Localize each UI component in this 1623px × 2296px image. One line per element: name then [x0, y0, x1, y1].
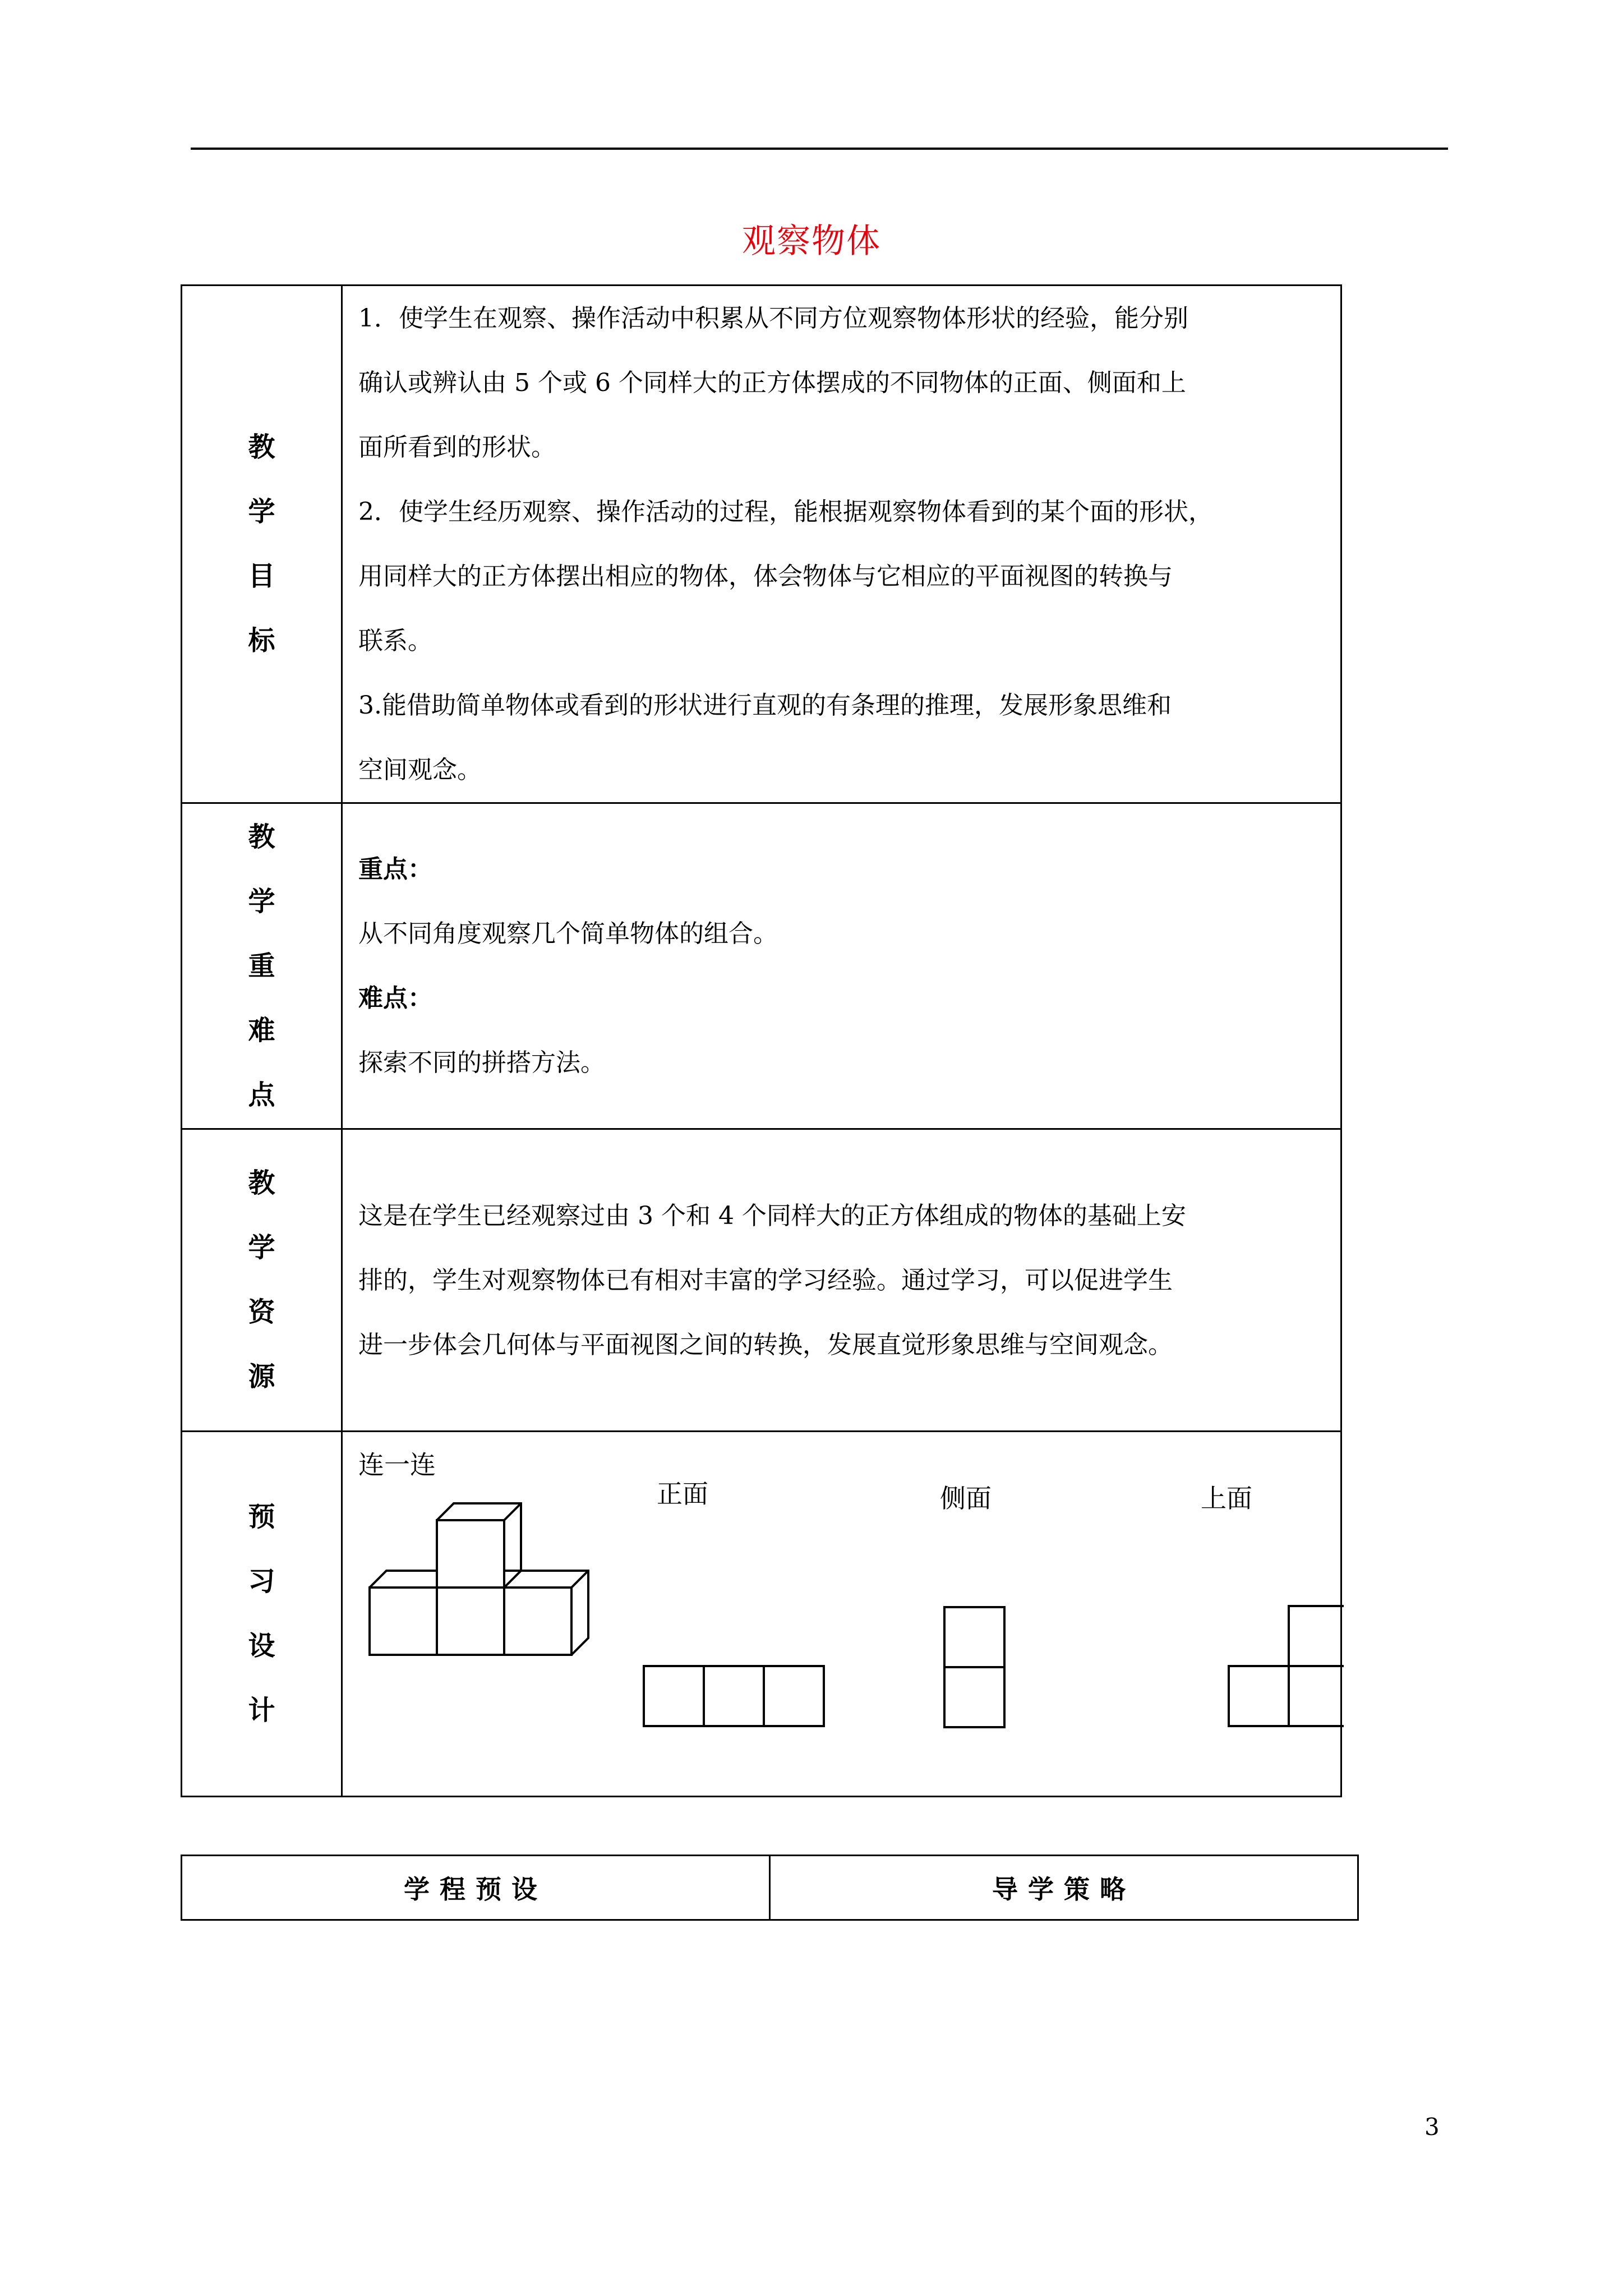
side-view-drawing: [944, 1607, 1004, 1727]
matching-instruction: 连一连: [358, 1450, 436, 1480]
page-title: 观察物体: [742, 222, 881, 261]
objective-line: 3.能借助简单物体或看到的形状进行直观的有条理的推理，发展形象思维和: [358, 691, 1172, 720]
guidance-strategy-header: 导学策略: [770, 1856, 1358, 1920]
key-points-label: 教 学 重 难 点: [182, 803, 342, 1129]
preview-row: [182, 1432, 1341, 1797]
resources-row: [182, 1129, 1341, 1432]
objective-line: 联系。: [358, 627, 432, 655]
objectives-row: [182, 286, 1341, 803]
objective-line: 空间观念。: [358, 756, 482, 784]
key-points-row: [182, 803, 1341, 1129]
page-number: 3: [1424, 2113, 1440, 2141]
objective-line: 1．使学生在观察、操作活动中积累从不同方位观察物体形状的经验，能分别: [358, 304, 1188, 333]
objective-line: 用同样大的正方体摆出相应的物体，体会物体与它相应的平面视图的转换与: [358, 562, 1173, 591]
learning-process-header: 学程预设: [182, 1856, 770, 1920]
difficult-heading: 难点：: [358, 984, 432, 1013]
lesson-plan-table: [181, 284, 1342, 1797]
resource-line: 进一步体会几何体与平面视图之间的转换，发展直觉形象思维与空间观念。: [358, 1330, 1173, 1359]
objective-line: 2．使学生经历观察、操作活动的过程，能根据观察物体看到的某个面的形状，: [358, 498, 1213, 526]
key-text: 从不同角度观察几个简单物体的组合。: [358, 919, 778, 948]
header-rule: [191, 148, 1448, 150]
difficult-text: 探索不同的拼搭方法。: [358, 1048, 605, 1077]
preview-content: [342, 1432, 1341, 1797]
resources-label: 教 学 资 源: [182, 1129, 342, 1432]
side-view-label: 侧面: [940, 1483, 992, 1513]
key-points-content: [342, 803, 1341, 1129]
resource-line: 排的，学生对观察物体已有相对丰富的学习经验。通过学习，可以促进学生: [358, 1266, 1173, 1295]
cube-stack-3d: [370, 1503, 588, 1655]
front-view-drawing: [644, 1666, 824, 1726]
preview-label-cell: 预 习 设 计: [182, 1432, 342, 1797]
key-heading: 重点：: [358, 855, 432, 884]
cube-figure: [343, 1432, 1344, 1796]
front-view-label: 正面: [657, 1479, 708, 1509]
resource-line: 这是在学生已经观察过由 3 个和 4 个同样大的正方体组成的物体的基础上安: [358, 1201, 1186, 1230]
top-view-label: 上面: [1201, 1483, 1252, 1513]
learning-flow-table: [181, 1855, 1359, 1921]
objectives-content: [342, 286, 1341, 803]
objective-line: 面所看到的形状。: [358, 433, 556, 462]
resources-content: [342, 1129, 1341, 1432]
objective-line: 确认或辨认由 5 个或 6 个同样大的正方体摆成的不同物体的正面、侧面和上: [358, 369, 1186, 397]
top-view-drawing: [1229, 1606, 1344, 1726]
objectives-label: 教 学 目 标: [182, 286, 342, 803]
